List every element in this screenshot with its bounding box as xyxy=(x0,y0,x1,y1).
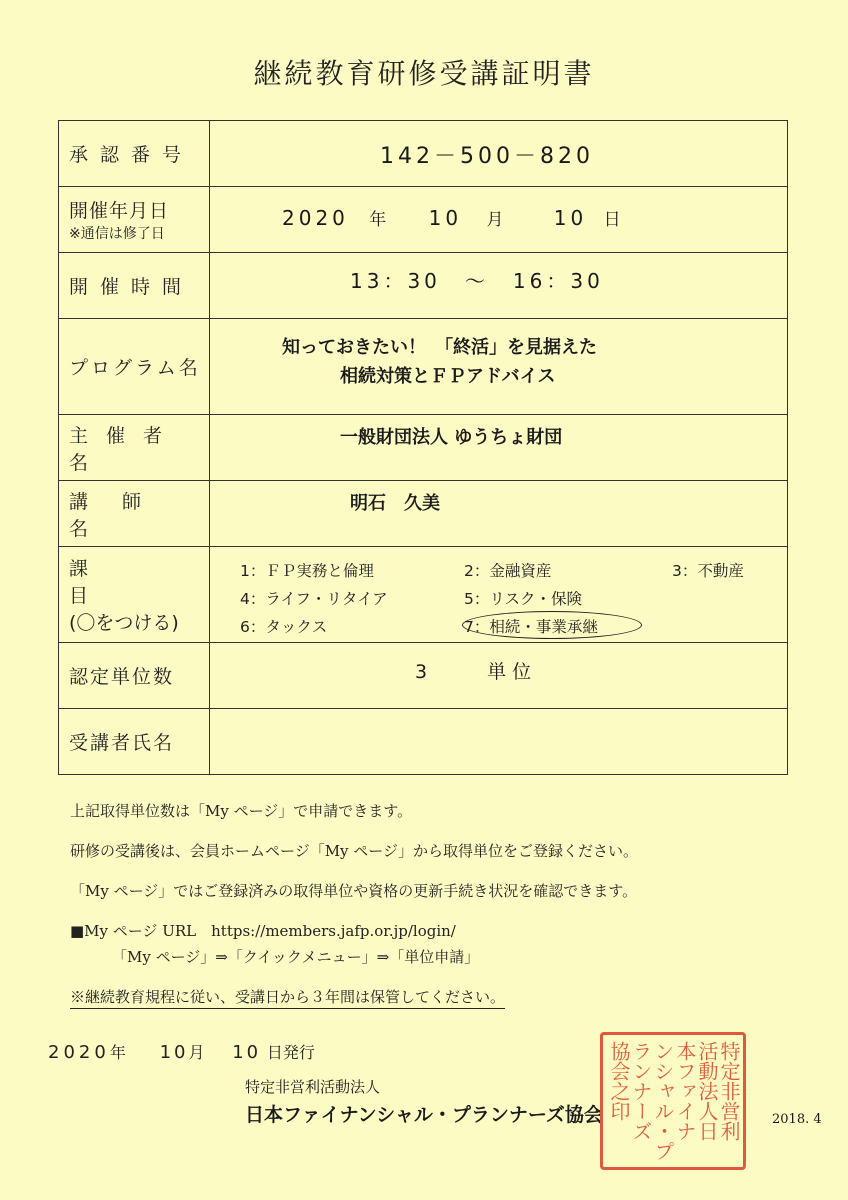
row-host xyxy=(59,415,788,481)
label-approval: 承認番号 xyxy=(59,121,210,187)
subject-item: 4：ライフ・リタイア xyxy=(240,590,388,608)
event-time: 13：30 ～ 16：30 xyxy=(350,269,604,293)
date-day-unit: 日 xyxy=(603,210,621,230)
date-year: 2020 xyxy=(282,206,349,230)
subject-item: 1：ＦＰ実務と倫理 xyxy=(240,562,374,580)
form-version: 2018. 4 xyxy=(772,1112,822,1127)
program-line-1: 知っておきたい！ 「終活」を見据えた xyxy=(282,337,597,358)
date-year-unit: 年 xyxy=(369,210,387,230)
credit-units xyxy=(415,657,537,684)
subject-item-selected: 7：相続・事業承継 xyxy=(464,618,598,636)
subject-item: 3：不動産 xyxy=(672,562,744,580)
subject-label-main: 課 目 xyxy=(69,558,188,607)
note-line: 「My ページ」⇒「クイックメニュー」⇒「単位申請」 xyxy=(112,948,480,966)
note-line: 上記取得単位数は「My ページ」で申請できます。 xyxy=(70,802,413,820)
attendee-name xyxy=(210,709,788,775)
issue-year: 2020 xyxy=(48,1042,110,1063)
row-approval xyxy=(59,121,788,187)
issue-date: 2020年 10月 10 日発行 xyxy=(48,1042,315,1063)
lecturer-name: 明石 久美 xyxy=(350,493,440,514)
date-label-main: 開催年月日 xyxy=(69,200,170,222)
units-value: 3 xyxy=(415,661,428,683)
label-date xyxy=(59,187,210,253)
note-line: 「My ページ」ではご登録済みの取得単位や資格の更新手続き状況を確認できます。 xyxy=(70,882,638,900)
retention-notice: ※継続教育規程に従い、受講日から３年間は保管してください。 xyxy=(70,988,505,1009)
seal-text: 協会之印 xyxy=(607,1041,631,1121)
row-lecturer xyxy=(59,481,788,547)
issuer-type: 特定非営利活動法人 xyxy=(245,1078,381,1096)
date-day: 10 xyxy=(553,206,588,230)
organization-seal xyxy=(600,1032,746,1170)
units-label: 単位 xyxy=(487,661,538,683)
date-month: 10 xyxy=(428,206,463,230)
note-line: 研修の受講後は、会員ホームページ「My ページ」から取得単位をご登録ください。 xyxy=(70,842,639,860)
certificate-table xyxy=(58,120,788,775)
seal-text: 本ファイナ xyxy=(673,1041,697,1141)
issue-month: 10 xyxy=(159,1042,189,1063)
seal-text: ンシャル・プ xyxy=(651,1041,675,1161)
date-label-sub: ※通信は修了日 xyxy=(69,226,165,242)
row-attendee xyxy=(59,709,788,775)
event-date xyxy=(282,205,621,230)
label-subject xyxy=(59,547,210,643)
label-program: プログラム名 xyxy=(59,319,210,415)
issue-text: 日発行 xyxy=(266,1043,315,1062)
note-line xyxy=(70,986,505,1007)
subject-item: 5：リスク・保険 xyxy=(464,590,583,608)
seal-text: ランナーズ xyxy=(629,1041,653,1141)
program-name xyxy=(282,333,597,391)
row-units xyxy=(59,643,788,709)
issuer-name: 日本ファイナンシャル・プランナーズ協会 xyxy=(245,1104,603,1126)
approval-number: 142－500－820 xyxy=(380,144,594,169)
host-name: 一般財団法人 ゆうちょ財団 xyxy=(340,427,563,448)
label-lecturer: 講師名 xyxy=(59,481,210,547)
label-units: 認定単位数 xyxy=(59,643,210,709)
program-line-2: 相続対策とＦＰアドバイス xyxy=(340,366,556,387)
row-date xyxy=(59,187,788,253)
selection-circle xyxy=(462,611,642,639)
subject-item: 6：タックス xyxy=(240,618,328,636)
row-subject xyxy=(59,547,788,643)
seal-text: 活動法人日 xyxy=(695,1041,719,1141)
issue-day: 10 xyxy=(232,1042,262,1063)
note-line: ■My ページ URL https://members.jafp.or.jp/login/ xyxy=(70,922,456,940)
label-host: 主催者名 xyxy=(59,415,210,481)
document-title: 継続教育研修受講証明書 xyxy=(253,57,595,90)
subject-label-sub: (〇をつける) xyxy=(69,612,179,634)
subject-item: 2：金融資産 xyxy=(464,562,552,580)
row-program xyxy=(59,319,788,415)
row-time xyxy=(59,253,788,319)
label-time: 開催時間 xyxy=(59,253,210,319)
seal-text: 特定非営利 xyxy=(717,1041,741,1141)
date-month-unit: 月 xyxy=(486,210,504,230)
label-attendee: 受講者氏名 xyxy=(59,709,210,775)
